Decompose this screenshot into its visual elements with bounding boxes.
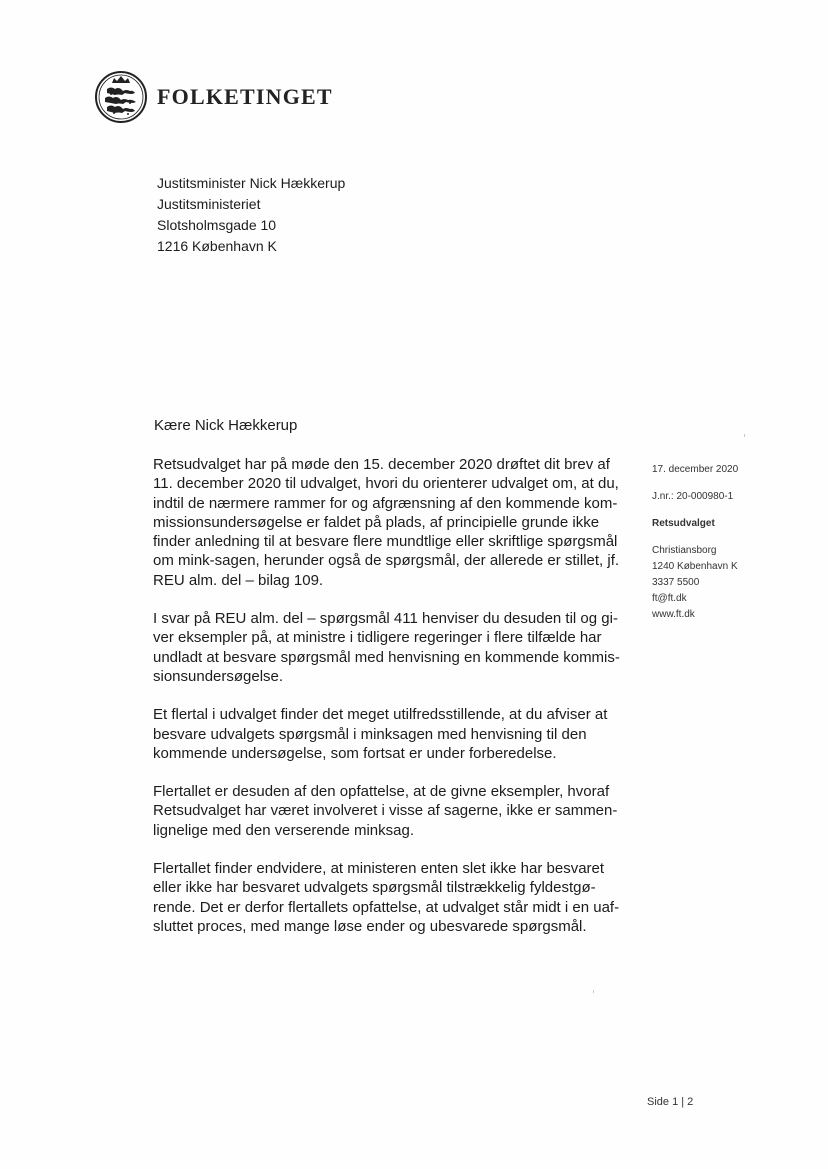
org-name: FOLKETINGET — [157, 84, 333, 109]
text-line: undladt at besvare spørgsmål med henvisning en kommende kommis- — [153, 648, 620, 666]
letter-body — [153, 455, 623, 955]
coat-of-arms-icon — [94, 70, 148, 124]
text-line: sluttet proces, med mange løse ender og ubesvarede spørgsmål. — [153, 917, 587, 935]
page-number: Side 1 | 2 — [647, 1096, 694, 1108]
recipient-line: Justitsminister Nick Hækkerup — [157, 175, 346, 191]
address-line: ft@ft.dk — [652, 593, 687, 604]
recipient-address — [157, 173, 345, 257]
text-line: Flertallet finder endvidere, at ministeren enten slet ikke har besvaret — [153, 860, 605, 878]
letter-date: 17. december 2020 — [652, 464, 739, 475]
text-line: besvare udvalgets spørgsmål i minksagen med henvisning til den — [153, 725, 587, 743]
journal-number: J.nr.: 20-000980-1 — [652, 491, 734, 502]
text-line: finder anledning til at besvare flere mundtlige eller skriftlige spørgsmål — [153, 533, 618, 551]
text-line: Et flertal i udvalget finder det meget utilfredsstillende, at du afviser at — [153, 706, 608, 724]
text-line: lignelige med den verserende minksag. — [153, 821, 414, 839]
text-line: ver eksempler på, at ministre i tidligere regeringer i flere tilfælde har — [153, 629, 602, 647]
address-line: Christiansborg — [652, 545, 717, 556]
text-line: sionsundersøgelse. — [153, 667, 284, 685]
text-line: REU alm. del – bilag 109. — [153, 571, 324, 589]
text-line: Retsudvalget har på møde den 15. december 2020 drøftet dit brev af — [153, 456, 610, 473]
scan-speck — [744, 434, 745, 437]
address-line: www.ft.dk — [652, 609, 695, 620]
text-line: eller ikke har besvaret udvalgets spørgsmål tilstrækkelig fyldestgø- — [153, 879, 596, 897]
salutation: Kære Nick Hækkerup — [154, 417, 298, 434]
recipient-line: 1216 København K — [157, 238, 277, 254]
paragraph — [153, 859, 623, 936]
text-line: missionsundersøgelse er faldet på plads, af principielle grunde ikke — [153, 513, 600, 531]
text-line: 11. december 2020 til udvalget, hvori du orienterer udvalget om, at du, — [153, 475, 619, 493]
committee-name: Retsudvalget — [652, 518, 715, 529]
text-line: rende. Det er derfor flertallets opfattelse, at udvalget står midt i en uaf- — [153, 898, 620, 916]
sender-address — [652, 543, 738, 623]
address-line: 1240 København K — [652, 561, 738, 572]
paragraph — [153, 455, 623, 590]
text-line: indtil de nærmere rammer for og afgrænsning af den kommende kom- — [153, 494, 618, 512]
paragraph — [153, 705, 623, 763]
paragraph — [153, 782, 623, 840]
recipient-line: Justitsministeriet — [157, 196, 261, 212]
text-line: kommende undersøgelse, som fortsat er under forberedelse. — [153, 744, 557, 762]
text-line: Flertallet er desuden af den opfattelse, at de givne eksempler, hvoraf — [153, 783, 610, 801]
paragraph — [153, 609, 623, 686]
letter-sidebar — [652, 462, 738, 623]
text-line: I svar på REU alm. del – spørgsmål 411 henviser du desuden til og gi- — [153, 610, 618, 628]
recipient-line: Slotsholmsgade 10 — [157, 217, 277, 233]
address-line: 3337 5500 — [652, 577, 700, 588]
text-line: Retsudvalget har været involveret i visse af sagerne, ikke er sammen- — [153, 802, 618, 820]
text-line: om mink-sagen, herunder også de spørgsmål, der allerede er stillet, jf. — [153, 552, 620, 570]
scan-speck — [593, 990, 594, 993]
